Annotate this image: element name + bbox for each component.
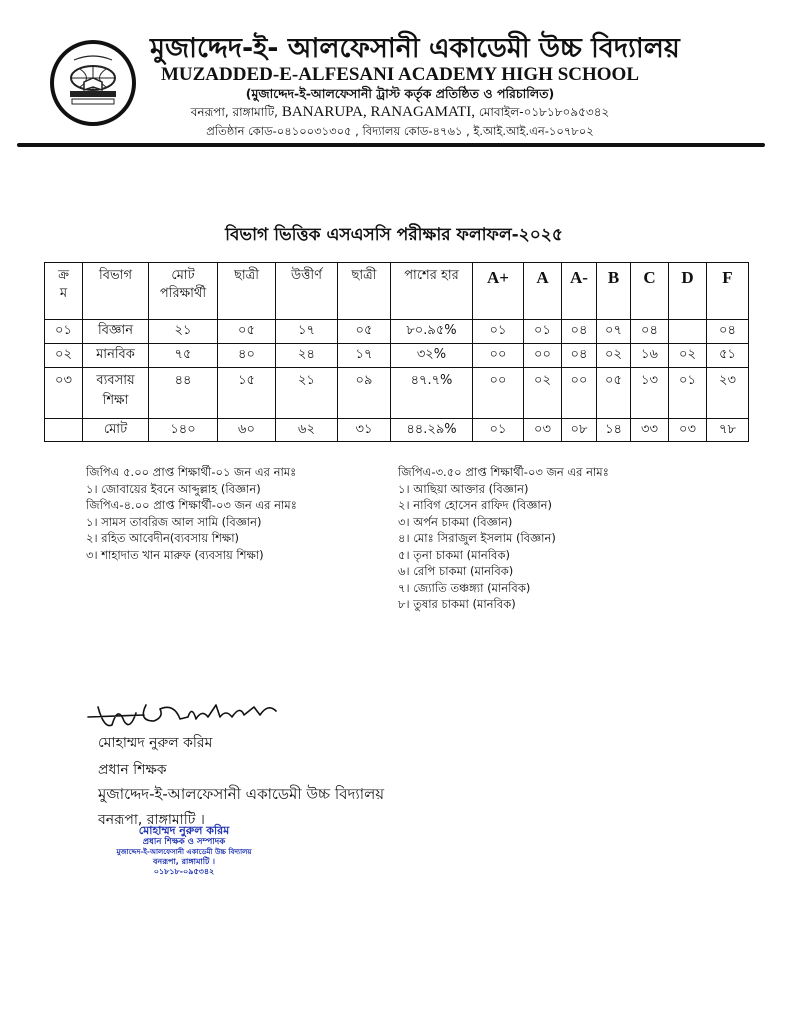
list-item: ৩। অর্পন চাকমা (বিজ্ঞান) (398, 514, 513, 529)
report-title: বিভাগ ভিত্তিক এসএসসি পরীক্ষার ফলাফল-২০২৫ (225, 225, 563, 245)
cell-girls-passed: ০৯ (338, 368, 391, 419)
cell-girls-passed: ১৭ (338, 344, 391, 368)
stamp-place: বনরূপা, রাঙ্গামাটি । (152, 857, 216, 866)
cell-a: ০২ (524, 368, 562, 419)
cell-girls-passed: ৩১ (338, 419, 391, 442)
header-b: B (597, 263, 631, 320)
header-a: A (524, 263, 562, 320)
list-item: ৬। রেপি চাকমা (মানবিক) (398, 564, 514, 578)
cell-serial (45, 419, 83, 442)
gpa35-list (398, 464, 609, 613)
header-girls-passed: ছাত্রী (338, 263, 391, 320)
cell-f: ৭৮ (707, 419, 749, 442)
list-item: ৮। তুষার চাকমা (মানবিক) (398, 597, 516, 611)
cell-group (83, 368, 149, 419)
header-f: F (707, 263, 749, 320)
header-girls: ছাত্রী (218, 263, 276, 320)
cell-text-line: ব্যবসায় (96, 373, 135, 388)
list-item: ৭। জ্যোতি তঞ্চঙ্গ্যা (মানবিক) (398, 580, 531, 595)
cell-total: ১৪০ (149, 419, 218, 442)
table-row (45, 344, 749, 368)
list-item: ৪। মোঃ সিরাজুল ইসলাম (বিজ্ঞান) (398, 531, 556, 545)
cell-a-plus: ০১ (473, 320, 524, 344)
list-item: ২। রহিত আবেদীন(ব্যবসায় শিক্ষা) (86, 531, 240, 545)
cell-d: ০৩ (669, 419, 707, 442)
cell-text-line: মোট (171, 268, 195, 283)
cell-pass-rate: ৩২% (391, 344, 473, 368)
cell-f: ৫১ (707, 344, 749, 368)
address-bengali: বনরূপা, রাঙ্গামাটি, (190, 105, 278, 119)
list-item: ১। সামস তাবরিজ আল সামি (বিজ্ঞান) (86, 514, 262, 529)
list-item: ২। নাবিগ হোসেন রাফিদ (বিজ্ঞান) (398, 498, 553, 512)
cell-a: ০০ (524, 344, 562, 368)
results-table (44, 262, 749, 442)
school-address (150, 104, 650, 124)
school-name-english: MUZADDED-E-ALFESANI ACADEMY HIGH SCHOOL (160, 64, 640, 85)
cell-b: ১৪ (597, 419, 631, 442)
gpa5-gpa4-lists (86, 464, 297, 563)
cell-f: ০৪ (707, 320, 749, 344)
header-total-examinees (149, 263, 218, 320)
cell-a-minus: ০৪ (562, 320, 597, 344)
cell-c: ০৪ (631, 320, 669, 344)
cell-a: ০৩ (524, 419, 562, 442)
list-item: ১। জোবায়ের ইবনে আব্দুল্লাহ (বিজ্ঞান) (86, 481, 261, 496)
cell-girls-passed: ০৫ (338, 320, 391, 344)
cell-c: ১৬ (631, 344, 669, 368)
headmaster-designation: প্রধান শিক্ষক (98, 762, 167, 778)
header-divider (17, 143, 765, 147)
cell-girls: ০৫ (218, 320, 276, 344)
cell-d: ০১ (669, 368, 707, 419)
stamp-name: মোহাম্মদ নুরুল করিম (138, 824, 230, 837)
header-passed: উত্তীর্ণ (276, 263, 338, 320)
header-group: বিভাগ (83, 263, 149, 320)
school-name-bengali: মুজাদ্দেদ-ই- আলফেসানী একাডেমী উচ্চ বিদ্যালয় (150, 33, 680, 64)
stamp-designation: প্রধান শিক্ষক ও সম্পাদক (142, 837, 226, 847)
table-total-row (45, 419, 749, 442)
gpa35-heading: জিপিএ-৩.৫০ প্রাপ্ত শিক্ষার্থী-০৩ জন এর নামঃ (398, 465, 609, 479)
cell-passed: ২৪ (276, 344, 338, 368)
cell-b: ০৭ (597, 320, 631, 344)
signature-school-name: মুজাদ্দেদ-ই-আলফেসানী একাডেমী উচ্চ বিদ্যালয় (98, 785, 385, 803)
cell-pass-rate: ৮০.৯৫% (391, 320, 473, 344)
mobile-number: মোবাইল-০১৮১৮০৯৫৩৪২ (478, 105, 610, 119)
cell-a-plus: ০১ (473, 419, 524, 442)
header-a-minus: A- (562, 263, 597, 320)
cell-serial: ০১ (45, 320, 83, 344)
official-stamp (104, 824, 264, 877)
cell-b: ০৫ (597, 368, 631, 419)
headmaster-name: মোহাম্মদ নুরুল করিম (98, 735, 213, 751)
cell-a-minus: ০৮ (562, 419, 597, 442)
cell-serial: ০৩ (45, 368, 83, 419)
cell-group: মোট (83, 419, 149, 442)
cell-passed: ১৭ (276, 320, 338, 344)
school-emblem-icon (54, 44, 132, 122)
cell-d (669, 320, 707, 344)
table-header-row (45, 263, 749, 320)
cell-serial: ০২ (45, 344, 83, 368)
cell-c: ১৩ (631, 368, 669, 419)
cell-a-minus: ০০ (562, 368, 597, 419)
gpa5-heading: জিপিএ ৫.০০ প্রাপ্ত শিক্ষার্থী-০১ জন এর নামঃ (86, 465, 297, 479)
cell-girls: ৬০ (218, 419, 276, 442)
stamp-school: মুজাদ্দেদ-ই-আলফেসানী একাডেমী উচ্চ বিদ্যালয় (116, 848, 252, 856)
cell-group: মানবিক (83, 344, 149, 368)
cell-a-plus: ০০ (473, 368, 524, 419)
header-c: C (631, 263, 669, 320)
address-english: BANARUPA, RANAGAMATI, (281, 104, 476, 120)
list-item: ১। আছিয়া আক্তার (বিজ্ঞান) (398, 481, 529, 496)
cell-total: ৪৪ (149, 368, 218, 419)
institution-codes: প্রতিষ্ঠান কোড-০৪১০০৩১৩০৫ , বিদ্যালয় কোড-৪৭৬১ , ই.আই.আই.এন-১০৭৮০২ (206, 124, 594, 138)
gpa4-heading: জিপিএ-৪.০০ প্রাপ্ত শিক্ষার্থী-০৩ জন এর নামঃ (86, 498, 297, 512)
cell-text-line: পরিক্ষার্থী (159, 286, 207, 301)
cell-pass-rate: ৪৭.৭% (391, 368, 473, 419)
table-row (45, 368, 749, 419)
header-a-plus: A+ (473, 263, 524, 320)
header-pass-rate: পাশের হার (391, 263, 473, 320)
cell-total: ২১ (149, 320, 218, 344)
cell-f: ২৩ (707, 368, 749, 419)
cell-total: ৭৫ (149, 344, 218, 368)
table-row (45, 320, 749, 344)
cell-passed: ২১ (276, 368, 338, 419)
header-d: D (669, 263, 707, 320)
school-logo (50, 40, 136, 126)
cell-text-line: ক্র (58, 268, 69, 283)
list-item: ৩। শাহাদাত খান মারুফ (ব্যবসায় শিক্ষা) (86, 547, 264, 562)
cell-passed: ৬২ (276, 419, 338, 442)
cell-b: ০২ (597, 344, 631, 368)
cell-c: ৩৩ (631, 419, 669, 442)
cell-girls: ১৫ (218, 368, 276, 419)
cell-group: বিজ্ঞান (83, 320, 149, 344)
cell-a: ০১ (524, 320, 562, 344)
cell-a-minus: ০৪ (562, 344, 597, 368)
signature-place: বনরূপা, রাঙ্গামাটি । (98, 812, 205, 828)
cell-girls: ৪০ (218, 344, 276, 368)
list-item: ৫। তৃনা চাকমা (মানবিক) (398, 547, 510, 562)
stamp-phone: ০১৮১৮-০৯৫৩৪২ (153, 867, 215, 876)
cell-d: ০২ (669, 344, 707, 368)
school-subtitle: (মুজাদ্দেদ-ই-আলফেসানী ট্রাস্ট কর্তৃক প্রতিষ্ঠিত ও পরিচালিত) (245, 86, 555, 101)
cell-text-line: ম (59, 286, 68, 301)
cell-a-plus: ০০ (473, 344, 524, 368)
cell-pass-rate: ৪৪.২৯% (391, 419, 473, 442)
cell-text-line: শিক্ষা (102, 393, 129, 408)
header-serial (45, 263, 83, 320)
